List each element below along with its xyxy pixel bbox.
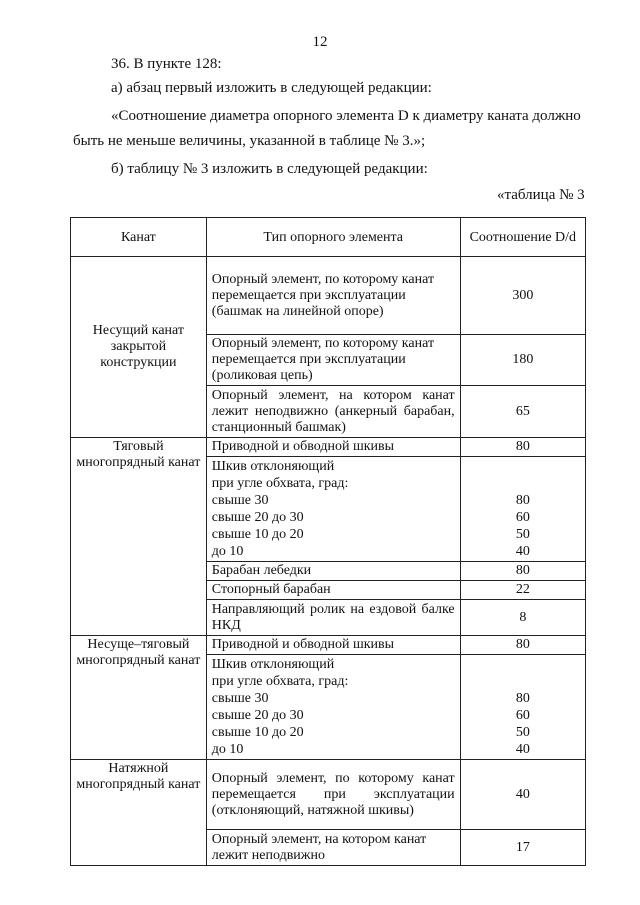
ratio-line: 40 — [515, 742, 530, 757]
rope-type-cell: Тяговый многопрядный канат — [71, 438, 207, 636]
table-header-row — [71, 218, 586, 257]
page-number: 12 — [312, 34, 328, 50]
element-type-line: до 10 — [211, 742, 244, 757]
ratio-line: 50 — [515, 725, 530, 740]
ratio-cell — [460, 655, 585, 760]
ratio-cell: 22 — [460, 581, 585, 600]
element-type-line: Шкив отклоняющий — [211, 459, 335, 474]
table-row — [71, 760, 586, 830]
header-kanat: Канат — [71, 218, 207, 257]
ratio-cell: 180 — [460, 335, 585, 386]
ratio-cell: 65 — [460, 386, 585, 438]
ratio-line: 50 — [515, 527, 530, 542]
ratio-cell: 17 — [460, 830, 585, 866]
ratio-cell: 80 — [460, 438, 585, 457]
paragraph-quote-line2: быть не меньше величины, указанной в таблице № 3.»; — [73, 133, 426, 149]
ratio-line: 60 — [515, 708, 530, 723]
ratio-cell: 80 — [460, 562, 585, 581]
element-type-cell: Стопорный барабан — [206, 581, 460, 600]
element-type-line: Шкив отклоняющий — [211, 657, 335, 672]
table-row — [71, 257, 586, 335]
element-type-line: до 10 — [211, 544, 244, 559]
ratio-line: 80 — [515, 493, 530, 508]
ratio-cell: 8 — [460, 600, 585, 636]
element-type-cell: Приводной и обводной шкивы — [206, 438, 460, 457]
ratio-table — [70, 217, 586, 866]
header-element-type: Тип опорного элемента — [206, 218, 460, 257]
element-type-cell: Барабан лебедки — [206, 562, 460, 581]
table-row — [71, 636, 586, 655]
ratio-line: 80 — [515, 691, 530, 706]
element-type-cell: Приводной и обводной шкивы — [206, 636, 460, 655]
paragraph-item-36: 36. В пункте 128: — [111, 56, 222, 72]
element-type-line: свыше 30 — [211, 691, 269, 706]
element-type-line: свыше 10 до 20 — [211, 725, 304, 740]
rope-type-cell: Несущий канат закрытой конструкции — [71, 257, 207, 438]
header-ratio: Соотношение D/d — [460, 218, 585, 257]
element-type-cell: Опорный элемент, по которому канат перемещается при эксплуатации (роликовая цепь) — [206, 335, 460, 386]
rope-type-cell: Натяжной многопрядный канат — [71, 760, 207, 866]
element-type-line: свыше 20 до 30 — [211, 708, 304, 723]
element-type-line: при угле обхвата, град: — [211, 674, 349, 689]
table-row — [71, 438, 586, 457]
element-type-line: свыше 20 до 30 — [211, 510, 304, 525]
ratio-line: 60 — [515, 510, 530, 525]
element-type-cell: Опорный элемент, по которому канат перемещается при эксплуатации (отклоняющий, натяжной шкивы) — [206, 760, 460, 830]
ratio-cell: 80 — [460, 636, 585, 655]
ratio-cell: 300 — [460, 257, 585, 335]
paragraph-quote-line1: «Соотношение диаметра опорного элемента D к диаметру каната должно — [111, 108, 581, 124]
element-type-line: при угле обхвата, град: — [211, 476, 349, 491]
element-type-cell — [206, 655, 460, 760]
paragraph-a: а) абзац первый изложить в следующей редакции: — [111, 80, 432, 96]
rope-type-cell: Несуще–тяговый многопрядный канат — [71, 636, 207, 760]
ratio-cell: 40 — [460, 760, 585, 830]
table-caption: «таблица № 3 — [497, 187, 585, 203]
element-type-line: свыше 10 до 20 — [211, 527, 304, 542]
ratio-line: 40 — [515, 544, 530, 559]
element-type-cell: Направляющий ролик на ездовой балке НКД — [206, 600, 460, 636]
element-type-cell: Опорный элемент, по которому канат перемещается при эксплуатации (башмак на линейной опоре) — [206, 257, 460, 335]
element-type-cell — [206, 457, 460, 562]
paragraph-b: б) таблицу № 3 изложить в следующей редакции: — [111, 161, 428, 177]
element-type-cell: Опорный элемент, на котором канат лежит неподвижно — [206, 830, 460, 866]
element-type-line: свыше 30 — [211, 493, 269, 508]
element-type-cell: Опорный элемент, на котором канат лежит неподвижно (анкерный барабан, станционный башмак) — [206, 386, 460, 438]
ratio-cell — [460, 457, 585, 562]
